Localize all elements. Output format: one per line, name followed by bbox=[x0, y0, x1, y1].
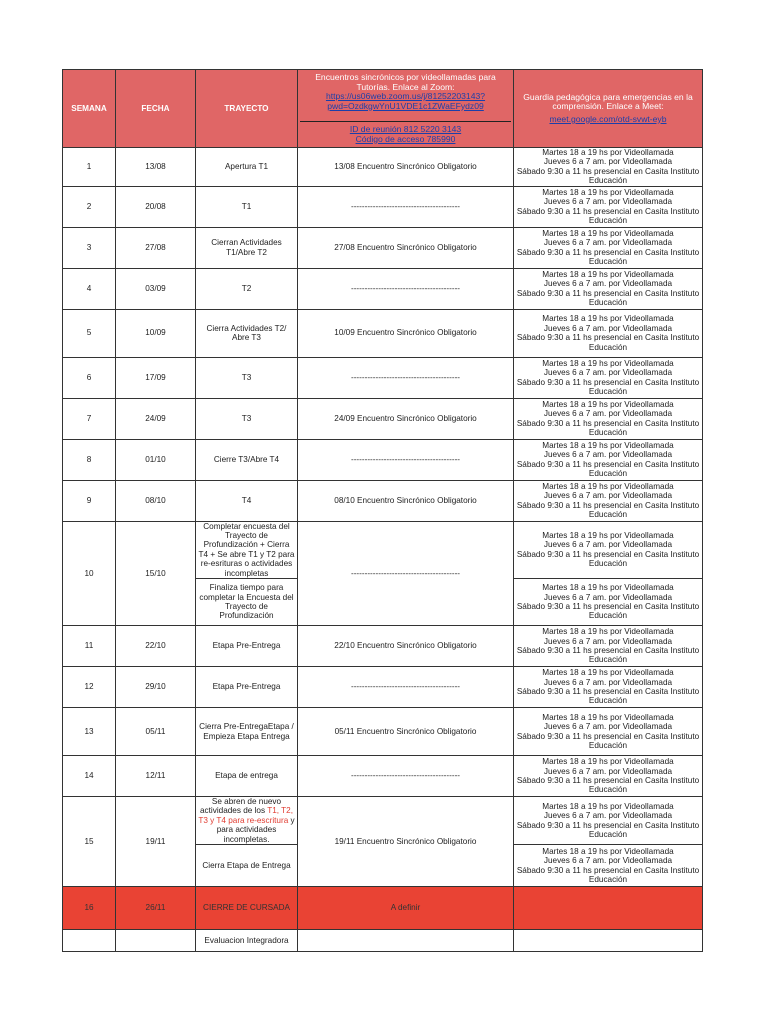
table-row bbox=[63, 480, 703, 521]
guardia-line: Jueves 6 a 7 am. por Videollamada bbox=[543, 856, 673, 866]
encuentro-cell: 13/08 Encuentro Sincrónico Obligatorio bbox=[298, 148, 514, 187]
semana-cell: 14 bbox=[63, 756, 116, 797]
semana-cell: 12 bbox=[63, 667, 116, 708]
semana-cell: 11 bbox=[63, 626, 116, 667]
guardia-cell bbox=[514, 626, 703, 667]
fecha-cell: 29/10 bbox=[116, 667, 196, 708]
guardia-cell bbox=[514, 398, 703, 439]
guardia-line: Jueves 6 a 7 am. por Videollamada bbox=[543, 279, 673, 289]
encuentro-cell: 05/11 Encuentro Sincrónico Obligatorio bbox=[298, 708, 514, 756]
fecha-cell: 19/11 bbox=[116, 797, 196, 887]
trayecto-cell: Etapa Pre-Entrega bbox=[196, 667, 298, 708]
semana-cell: 4 bbox=[63, 268, 116, 309]
table-row bbox=[63, 186, 703, 227]
trayecto-cell: Cierra Actividades T2/ Abre T3 bbox=[196, 309, 298, 357]
table-row bbox=[63, 667, 703, 708]
header-semana: SEMANA bbox=[63, 70, 116, 148]
semana-cell: 3 bbox=[63, 227, 116, 268]
trayecto-cell: Apertura T1 bbox=[196, 148, 298, 187]
semana-cell: 1 bbox=[63, 148, 116, 187]
guardia-cell bbox=[514, 930, 703, 952]
guardia-line: Jueves 6 a 7 am. por Videollamada bbox=[543, 491, 673, 501]
guardia-line: Educación bbox=[588, 696, 628, 706]
table-row bbox=[63, 227, 703, 268]
encuentro-cell: ---------------------------------------- bbox=[298, 439, 514, 480]
trayecto-cell: CIERRE DE CURSADA bbox=[196, 887, 298, 930]
table-row bbox=[63, 797, 703, 845]
guardia-line: Sábado 9:30 a 11 hs presencial en Casita Instituto bbox=[516, 549, 700, 559]
fecha-cell: 10/09 bbox=[116, 309, 196, 357]
guardia-line: Educación bbox=[588, 257, 628, 267]
guardia-line: Jueves 6 a 7 am. por Videollamada bbox=[543, 811, 673, 821]
guardia-line: Martes 18 a 19 hs por Videollamada bbox=[542, 757, 674, 767]
trayecto-cell: Evaluacion Integradora bbox=[196, 930, 298, 952]
guardia-cell bbox=[514, 480, 703, 521]
trayecto-text: Se abren de nuevo actividades de los bbox=[199, 797, 282, 816]
guardia-line: Jueves 6 a 7 am. por Videollamada bbox=[543, 368, 673, 378]
zoom-link[interactable]: https://us06web.zoom.us/j/81252203143?pwd=OzdkgwYnU1VDE1c1ZWaEFydz09 bbox=[325, 91, 486, 111]
trayecto-cell: Cierra Pre-EntregaEtapa / Empieza Etapa Entrega bbox=[196, 708, 298, 756]
guardia-line: Educación bbox=[588, 216, 628, 226]
guardia-cell bbox=[514, 756, 703, 797]
encuentro-cell bbox=[298, 930, 514, 952]
guardia-line: Martes 18 a 19 hs por Videollamada bbox=[542, 440, 674, 450]
guardia-line: Martes 18 a 19 hs por Videollamada bbox=[542, 399, 674, 409]
guardia-line: Sábado 9:30 a 11 hs presencial en Casita Instituto bbox=[516, 166, 700, 176]
trayecto-cell: Cierre T3/Abre T4 bbox=[196, 439, 298, 480]
fecha-cell: 05/11 bbox=[116, 708, 196, 756]
trayecto-cell: T1 bbox=[196, 186, 298, 227]
encuentro-cell: 22/10 Encuentro Sincrónico Obligatorio bbox=[298, 626, 514, 667]
table-row bbox=[63, 708, 703, 756]
guardia-line: Jueves 6 a 7 am. por Videollamada bbox=[543, 636, 673, 646]
guardia-line: Martes 18 a 19 hs por Videollamada bbox=[542, 314, 674, 324]
semana-cell: 15 bbox=[63, 797, 116, 887]
header-row bbox=[63, 70, 703, 148]
guardia-cell bbox=[514, 797, 703, 845]
encuentro-cell: ---------------------------------------- bbox=[298, 667, 514, 708]
guardia-line: Educación bbox=[588, 428, 628, 438]
header-meet bbox=[514, 70, 703, 148]
trayecto-cell: T3 bbox=[196, 357, 298, 398]
table-row bbox=[63, 521, 703, 578]
guardia-line: Jueves 6 a 7 am. por Videollamada bbox=[543, 157, 673, 167]
guardia-line: Jueves 6 a 7 am. por Videollamada bbox=[543, 722, 673, 732]
guardia-cell bbox=[514, 667, 703, 708]
encuentro-cell: ---------------------------------------- bbox=[298, 186, 514, 227]
guardia-cell bbox=[514, 309, 703, 357]
table-row bbox=[63, 148, 703, 187]
zoom-text: Encuentros sincrónicos por videollamadas para Tutorías. Enlace al Zoom: bbox=[315, 71, 496, 92]
table-row bbox=[63, 626, 703, 667]
guardia-line: Martes 18 a 19 hs por Videollamada bbox=[542, 187, 674, 197]
guardia-line: Sábado 9:30 a 11 hs presencial en Casita Instituto bbox=[516, 288, 700, 298]
table-row bbox=[63, 756, 703, 797]
guardia-line: Sábado 9:30 a 11 hs presencial en Casita Instituto bbox=[516, 247, 700, 257]
fecha-cell: 12/11 bbox=[116, 756, 196, 797]
header-trayecto: TRAYECTO bbox=[196, 70, 298, 148]
guardia-line: Educación bbox=[588, 469, 628, 479]
encuentro-cell: 27/08 Encuentro Sincrónico Obligatorio bbox=[298, 227, 514, 268]
guardia-line: Educación bbox=[588, 559, 628, 569]
fecha-cell: 24/09 bbox=[116, 398, 196, 439]
encuentro-cell: ---------------------------------------- bbox=[298, 756, 514, 797]
guardia-cell bbox=[514, 227, 703, 268]
guardia-line: Martes 18 a 19 hs por Videollamada bbox=[542, 627, 674, 637]
guardia-line: Educación bbox=[588, 655, 628, 665]
schedule-table bbox=[62, 69, 703, 952]
guardia-line: Sábado 9:30 a 11 hs presencial en Casita Instituto bbox=[516, 865, 700, 875]
header-zoom bbox=[298, 70, 514, 148]
guardia-line: Sábado 9:30 a 11 hs presencial en Casita Instituto bbox=[516, 500, 700, 510]
guardia-line: Educación bbox=[588, 740, 628, 750]
closing-row bbox=[63, 887, 703, 930]
trayecto-cell: Cierra Etapa de Entrega bbox=[196, 845, 298, 887]
trayecto-text: y para actividades incompletas. bbox=[216, 815, 295, 844]
fecha-cell: 03/09 bbox=[116, 268, 196, 309]
trayecto-cell: Etapa de entrega bbox=[196, 756, 298, 797]
guardia-cell bbox=[514, 148, 703, 187]
guardia-line: Jueves 6 a 7 am. por Videollamada bbox=[543, 323, 673, 333]
guardia-line: Educación bbox=[588, 829, 628, 839]
table-row bbox=[63, 398, 703, 439]
guardia-line: Educación bbox=[588, 176, 628, 186]
guardia-cell bbox=[514, 357, 703, 398]
zoom-access-code[interactable]: Código de acceso 785990 bbox=[355, 133, 456, 144]
trayecto-cell: Finaliza tiempo para completar la Encuesta del Trayecto de Profundización bbox=[196, 579, 298, 626]
encuentro-cell: 24/09 Encuentro Sincrónico Obligatorio bbox=[298, 398, 514, 439]
encuentro-cell: 19/11 Encuentro Sincrónico Obligatorio bbox=[298, 797, 514, 887]
guardia-cell bbox=[514, 579, 703, 626]
fecha-cell bbox=[116, 930, 196, 952]
trayecto-highlight: T1, T2, T3 y T4 para re-escritura bbox=[198, 806, 293, 825]
guardia-line: Jueves 6 a 7 am. por Videollamada bbox=[543, 450, 673, 460]
meet-text: Guardia pedagógica para emergencias en la comprensión. Enlace a Meet: bbox=[523, 91, 693, 112]
semana-cell bbox=[63, 930, 116, 952]
encuentro-cell: ---------------------------------------- bbox=[298, 268, 514, 309]
fecha-cell: 08/10 bbox=[116, 480, 196, 521]
table-row bbox=[63, 357, 703, 398]
guardia-line: Sábado 9:30 a 11 hs presencial en Casita Instituto bbox=[516, 687, 700, 697]
header-fecha: FECHA bbox=[116, 70, 196, 148]
guardia-cell bbox=[514, 845, 703, 887]
table-row bbox=[63, 268, 703, 309]
semana-cell: 2 bbox=[63, 186, 116, 227]
table-row bbox=[63, 930, 703, 952]
guardia-line: Martes 18 a 19 hs por Videollamada bbox=[542, 668, 674, 678]
guardia-line: Jueves 6 a 7 am. por Videollamada bbox=[543, 592, 673, 602]
semana-cell: 6 bbox=[63, 357, 116, 398]
fecha-cell: 15/10 bbox=[116, 521, 196, 625]
fecha-cell: 01/10 bbox=[116, 439, 196, 480]
guardia-cell bbox=[514, 708, 703, 756]
fecha-cell: 13/08 bbox=[116, 148, 196, 187]
table-row bbox=[63, 439, 703, 480]
guardia-line: Sábado 9:30 a 11 hs presencial en Casita Instituto bbox=[516, 333, 700, 343]
encuentro-cell: 08/10 Encuentro Sincrónico Obligatorio bbox=[298, 480, 514, 521]
guardia-line: Sábado 9:30 a 11 hs presencial en Casita Instituto bbox=[516, 377, 700, 387]
guardia-line: Martes 18 a 19 hs por Videollamada bbox=[542, 801, 674, 811]
guardia-cell bbox=[514, 186, 703, 227]
trayecto-cell: T3 bbox=[196, 398, 298, 439]
guardia-line: Jueves 6 a 7 am. por Videollamada bbox=[543, 677, 673, 687]
encuentro-cell: ---------------------------------------- bbox=[298, 521, 514, 625]
guardia-line: Educación bbox=[588, 342, 628, 352]
trayecto-cell: Cierran Actividades T1/Abre T2 bbox=[196, 227, 298, 268]
guardia-line: Educación bbox=[588, 510, 628, 520]
trayecto-cell: Etapa Pre-Entrega bbox=[196, 626, 298, 667]
guardia-line: Educación bbox=[588, 611, 628, 621]
guardia-line: Jueves 6 a 7 am. por Videollamada bbox=[543, 540, 673, 550]
trayecto-cell: T4 bbox=[196, 480, 298, 521]
meet-link[interactable]: meet.google.com/otd-svwt-eyb bbox=[549, 113, 667, 124]
guardia-line: Sábado 9:30 a 11 hs presencial en Casita Instituto bbox=[516, 206, 700, 216]
guardia-line: Martes 18 a 19 hs por Videollamada bbox=[542, 269, 674, 279]
guardia-line: Sábado 9:30 a 11 hs presencial en Casita Instituto bbox=[516, 820, 700, 830]
fecha-cell: 27/08 bbox=[116, 227, 196, 268]
zoom-credentials bbox=[300, 121, 511, 144]
guardia-line: Jueves 6 a 7 am. por Videollamada bbox=[543, 238, 673, 248]
encuentro-cell: 10/09 Encuentro Sincrónico Obligatorio bbox=[298, 309, 514, 357]
semana-cell: 10 bbox=[63, 521, 116, 625]
table-row bbox=[63, 309, 703, 357]
guardia-line: Martes 18 a 19 hs por Videollamada bbox=[542, 712, 674, 722]
guardia-line: Martes 18 a 19 hs por Videollamada bbox=[542, 228, 674, 238]
semana-cell: 8 bbox=[63, 439, 116, 480]
trayecto-cell: T2 bbox=[196, 268, 298, 309]
guardia-cell bbox=[514, 439, 703, 480]
guardia-line: Martes 18 a 19 hs por Videollamada bbox=[542, 148, 674, 157]
semana-cell: 5 bbox=[63, 309, 116, 357]
guardia-line: Educación bbox=[588, 875, 628, 884]
guardia-line: Jueves 6 a 7 am. por Videollamada bbox=[543, 197, 673, 207]
fecha-cell: 26/11 bbox=[116, 887, 196, 930]
guardia-line: Sábado 9:30 a 11 hs presencial en Casita Instituto bbox=[516, 646, 700, 656]
guardia-line: Educación bbox=[588, 785, 628, 795]
guardia-line: Sábado 9:30 a 11 hs presencial en Casita Instituto bbox=[516, 459, 700, 469]
guardia-line: Martes 18 a 19 hs por Videollamada bbox=[542, 583, 674, 593]
encuentro-cell: ---------------------------------------- bbox=[298, 357, 514, 398]
semana-cell: 16 bbox=[63, 887, 116, 930]
guardia-line: Martes 18 a 19 hs por Videollamada bbox=[542, 531, 674, 541]
guardia-cell bbox=[514, 887, 703, 930]
schedule-body bbox=[63, 148, 703, 952]
guardia-line: Sábado 9:30 a 11 hs presencial en Casita Instituto bbox=[516, 776, 700, 786]
guardia-line: Educación bbox=[588, 387, 628, 397]
guardia-cell bbox=[514, 268, 703, 309]
semana-cell: 13 bbox=[63, 708, 116, 756]
semana-cell: 9 bbox=[63, 480, 116, 521]
guardia-line: Sábado 9:30 a 11 hs presencial en Casita Instituto bbox=[516, 731, 700, 741]
guardia-line: Jueves 6 a 7 am. por Videollamada bbox=[543, 766, 673, 776]
fecha-cell: 20/08 bbox=[116, 186, 196, 227]
guardia-line: Martes 18 a 19 hs por Videollamada bbox=[542, 481, 674, 491]
trayecto-cell: Completar encuesta del Trayecto de Profundización + Cierra T4 + Se abre T1 y T2 para re-esrituras o actividades incompletas bbox=[196, 521, 298, 578]
encuentro-cell: A definir bbox=[298, 887, 514, 930]
guardia-line: Jueves 6 a 7 am. por Videollamada bbox=[543, 409, 673, 419]
guardia-line: Sábado 9:30 a 11 hs presencial en Casita Instituto bbox=[516, 418, 700, 428]
zoom-meeting-id[interactable]: ID de reunión 812 5220 3143 bbox=[349, 123, 462, 134]
semana-cell: 7 bbox=[63, 398, 116, 439]
fecha-cell: 17/09 bbox=[116, 357, 196, 398]
fecha-cell: 22/10 bbox=[116, 626, 196, 667]
guardia-line: Martes 18 a 19 hs por Videollamada bbox=[542, 358, 674, 368]
trayecto-cell bbox=[196, 797, 298, 845]
guardia-line: Sábado 9:30 a 11 hs presencial en Casita Instituto bbox=[516, 602, 700, 612]
guardia-line: Educación bbox=[588, 298, 628, 308]
guardia-cell bbox=[514, 521, 703, 578]
guardia-line: Martes 18 a 19 hs por Videollamada bbox=[542, 846, 674, 856]
